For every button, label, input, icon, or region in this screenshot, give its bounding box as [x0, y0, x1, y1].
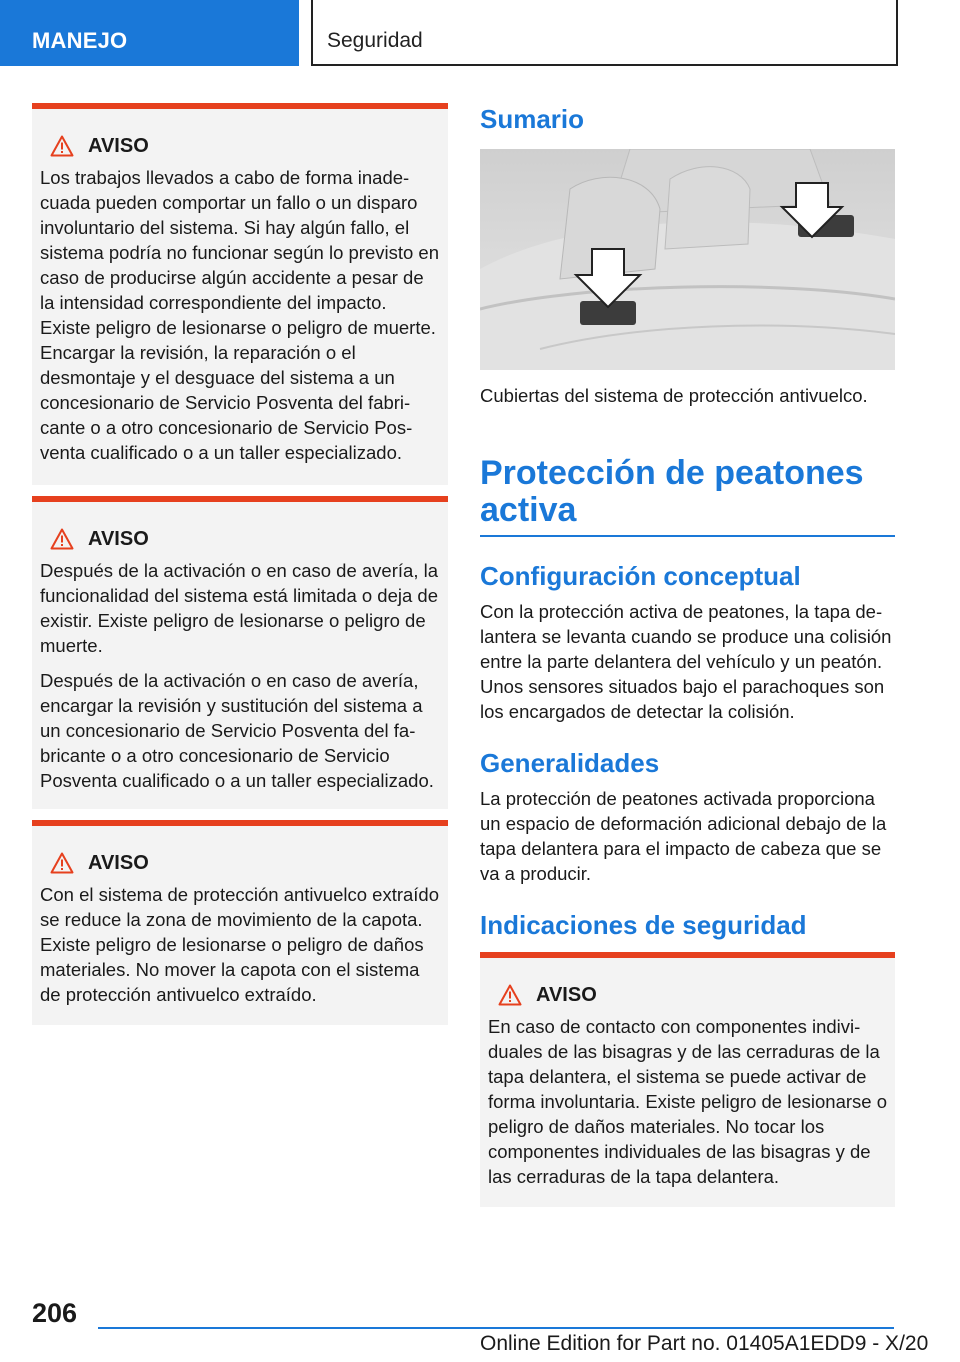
warning-text: Después de la activación o en caso de avería, la funcionalidad del sistema está limitada o deja de existir. Existe peligro de lesionarse o peligro de muerte.: [40, 560, 438, 656]
warning-title: AVISO: [88, 851, 149, 874]
generalidades-heading: Generalidades: [480, 748, 660, 778]
warning-triangle-icon: [50, 135, 74, 157]
footer-edition-text: Online Edition for Part no. 01405A1EDD9 - X/20: [480, 1332, 929, 1355]
page-number: 206: [32, 1298, 78, 1328]
section-label: Seguridad: [327, 29, 423, 52]
warning-triangle-icon: [498, 984, 522, 1006]
warning-title-row: [40, 850, 440, 876]
rollover-protection-photo: [480, 149, 895, 370]
warning-title: AVISO: [88, 134, 149, 157]
warning-text: Después de la activación o en caso de avería, encargar la revisión y sustitución del sistema a un concesionario de Servicio Posventa del fabricante o a otro concesionario de Servicio Posventa cualificado o a un taller especializado.: [40, 670, 434, 791]
section-header: [311, 0, 898, 66]
warning-box-2: [32, 496, 448, 809]
warning-triangle-icon: [50, 852, 74, 874]
warning-text: Con el sistema de protección antivuelco extraído se reduce la zona de movimiento de la capota. Existe peligro de lesionarse o peligro de daños materiales. No mover la capota con el sistema de protección antivuelco extraído.: [40, 884, 439, 1005]
warning-title-row: [40, 133, 440, 159]
warning-text: Los trabajos llevados a cabo de forma inadecuada pueden comportar un fallo o un disparo involuntario del sistema. Si hay algún fallo, el sistema podría no funcionar según lo previsto en caso de producirse algún accidente a pesar de la intensidad correspondiente del impacto. Existe peligro de lesionarse o peligro de muerte. Encargar la revisión, la reparación o el desmontaje y el desguace del sistema a un concesionario de Servicio Posventa del fabricante o a otro concesionario de Servicio Posventa cualificado o a un taller especializado.: [40, 167, 440, 463]
warning-title-row: [488, 982, 887, 1008]
photo-caption: Cubiertas del sistema de protección antivuelco.: [480, 385, 868, 406]
warning-triangle-icon: [50, 528, 74, 550]
chapter-label: MANEJO: [32, 28, 128, 53]
warning-box-1: [32, 103, 448, 485]
warning-text: En caso de contacto con componentes individuales de las bisagras y de las cerraduras de la tapa delantera, el sistema se puede activar de forma involuntaria. Existe peligro de lesionarse o peligro de daños materiales. No tocar los componentes individuales de las bisagras y de las cerraduras de la tapa delantera.: [488, 1016, 887, 1187]
warning-title: AVISO: [536, 983, 597, 1006]
section-divider: [480, 535, 895, 537]
indicaciones-heading: Indicaciones de seguridad: [480, 910, 807, 940]
config-heading: Configuración conceptual: [480, 561, 801, 591]
footer-divider: [98, 1327, 894, 1329]
vehicle-interior-illustration: [480, 149, 895, 370]
config-text: Con la protección activa de peatones, la tapa delantera se levanta cuando se produce una colisión entre la parte delantera del vehículo y un peatón. Unos sensores situados bajo el parachoques son los encargados de detectar la colisión.: [480, 601, 892, 722]
warning-title: AVISO: [88, 527, 149, 550]
generalidades-text: La protección de peatones activada proporciona un espacio de deformación adicional debajo de la tapa delantera para el impacto de cabeza que se va a producir.: [480, 788, 887, 884]
sumario-heading: Sumario: [480, 104, 585, 134]
warning-title-row: [40, 526, 440, 552]
section-title: Protección de peatones activa: [480, 454, 864, 529]
chapter-tab: [0, 0, 299, 66]
warning-box-3: [32, 820, 448, 1025]
warning-box-4: [480, 952, 895, 1207]
